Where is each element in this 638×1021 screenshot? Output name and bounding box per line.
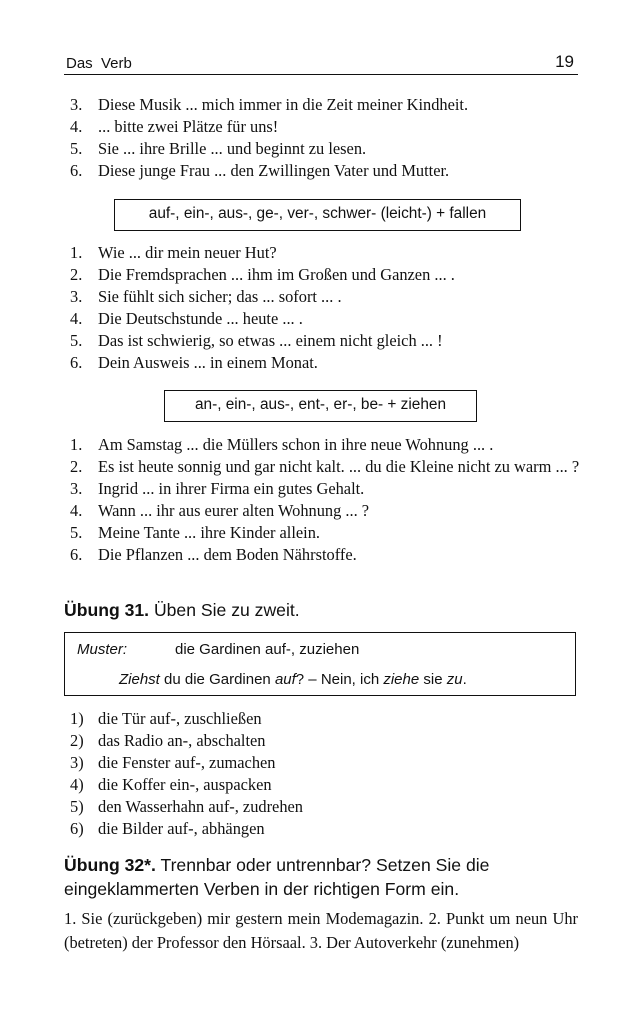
list-item — [70, 730, 582, 752]
item-number: 2. — [70, 457, 83, 476]
item-text: Es ist heute sonnig und gar nicht kalt. ... du die Kleine nicht zu warm ... ? — [98, 457, 580, 476]
exercise-31-list — [70, 708, 582, 840]
prefix-box-fallen — [114, 199, 521, 231]
list-item — [70, 774, 582, 796]
list-item — [70, 708, 582, 730]
list-item — [70, 522, 582, 544]
item-number: 1. — [70, 243, 83, 262]
item-text: ... bitte zwei Plätze für uns! — [98, 117, 279, 136]
item-number: 3) — [70, 753, 84, 772]
example-box — [64, 632, 576, 696]
prefix-box-ziehen — [164, 390, 477, 422]
example-task: die Gardinen auf-, zuziehen — [175, 641, 360, 658]
item-number: 1) — [70, 709, 84, 728]
exercise-31-label: Übung 31. — [64, 600, 150, 620]
item-text: Diese junge Frau ... den Zwillingen Vater und Mutter. — [98, 161, 450, 180]
item-text: Dein Ausweis ... in einem Monat. — [98, 353, 318, 372]
item-number: 3. — [70, 287, 83, 306]
list-item — [70, 478, 582, 500]
item-text: Die Fremdsprachen ... ihm im Großen und Ganzen ... . — [98, 265, 455, 284]
item-number: 3. — [70, 479, 83, 498]
item-number: 6. — [70, 353, 83, 372]
item-number: 3. — [70, 95, 83, 114]
list-item — [70, 544, 582, 566]
exercise-31-instruction: Üben Sie zu zweit. — [153, 600, 300, 620]
list-item — [70, 286, 582, 308]
list-item — [70, 330, 582, 352]
item-number: 1. — [70, 435, 83, 454]
item-text: die Bilder auf-, abhängen — [98, 819, 265, 838]
prefix-box-ziehen-text: an-, ein-, aus-, ent-, er-, be- + ziehen — [194, 396, 447, 413]
list-item — [70, 264, 582, 286]
item-text: das Radio an-, abschalten — [98, 731, 266, 750]
page-header — [64, 52, 578, 75]
item-number: 5. — [70, 331, 83, 350]
item-text: die Koffer ein-, auspacken — [98, 775, 272, 794]
page-number: 19 — [555, 52, 574, 71]
example-answer: Ziehst du die Gardinen auf? – Nein, ich ziehe sie zu. — [119, 671, 467, 688]
item-text: Sie ... ihre Brille ... und beginnt zu lesen. — [98, 139, 367, 158]
item-number: 2) — [70, 731, 84, 750]
item-text: die Tür auf-, zuschließen — [98, 709, 262, 728]
prefix-box-fallen-text: auf-, ein-, aus-, ge-, ver-, schwer- (leicht-) + fallen — [148, 205, 487, 222]
exercise-32-instruction: Trennbar oder untrennbar? Setzen Sie die eingeklammerten Verben in der richtigen Form ein. — [64, 855, 490, 899]
list-item — [70, 752, 582, 774]
item-text: Das ist schwierig, so etwas ... einem nicht gleich ... ! — [98, 331, 443, 350]
item-number: 5. — [70, 139, 83, 158]
list-item — [70, 242, 582, 264]
item-number: 4. — [70, 501, 83, 520]
item-number: 6. — [70, 545, 83, 564]
item-text: Wann ... ihr aus eurer alten Wohnung ... ? — [98, 501, 370, 520]
item-text: Diese Musik ... mich immer in die Zeit meiner Kindheit. — [98, 95, 469, 114]
exercise-31-heading — [64, 600, 300, 621]
exercise-list-ziehen — [70, 434, 582, 566]
list-item — [70, 818, 582, 840]
list-item — [70, 456, 582, 478]
item-text: Meine Tante ... ihre Kinder allein. — [98, 523, 321, 542]
item-number: 5. — [70, 523, 83, 542]
example-label: Muster: — [77, 641, 128, 658]
item-text: Sie fühlt sich sicher; das ... sofort ... . — [98, 287, 342, 306]
list-item — [70, 308, 582, 330]
list-item — [70, 500, 582, 522]
item-text: Die Pflanzen ... dem Boden Nährstoffe. — [98, 545, 357, 564]
exercise-list-continued — [70, 94, 582, 182]
item-text: Wie ... dir mein neuer Hut? — [98, 243, 277, 262]
list-item — [70, 94, 582, 116]
list-item — [70, 160, 582, 182]
item-text: Am Samstag ... die Müllers schon in ihre neue Wohnung ... . — [98, 435, 494, 454]
item-text: die Fenster auf-, zumachen — [98, 753, 276, 772]
item-number: 4. — [70, 309, 83, 328]
item-number: 2. — [70, 265, 83, 284]
list-item — [70, 796, 582, 818]
item-number: 5) — [70, 797, 84, 816]
item-number: 6) — [70, 819, 84, 838]
item-number: 6. — [70, 161, 83, 180]
section-title: Das Verb — [66, 55, 132, 72]
list-item — [70, 352, 582, 374]
item-number: 4) — [70, 775, 84, 794]
exercise-32-text: 1. Sie (zurückgeben) mir gestern mein Modemagazin. 2. Punkt um neun Uhr (betreten) der Professor den Hörsaal. 3. Der Autoverkehr (zunehmen) — [64, 909, 578, 952]
item-number: 4. — [70, 117, 83, 136]
item-text: den Wasserhahn auf-, zudrehen — [98, 797, 303, 816]
list-item — [70, 138, 582, 160]
item-text: Ingrid ... in ihrer Firma ein gutes Gehalt. — [98, 479, 365, 498]
exercise-32-label: Übung 32*. — [64, 855, 156, 875]
exercise-32-heading — [64, 853, 578, 901]
list-item — [70, 116, 582, 138]
item-text: Die Deutschstunde ... heute ... . — [98, 309, 303, 328]
list-item — [70, 434, 582, 456]
exercise-list-fallen — [70, 242, 582, 374]
